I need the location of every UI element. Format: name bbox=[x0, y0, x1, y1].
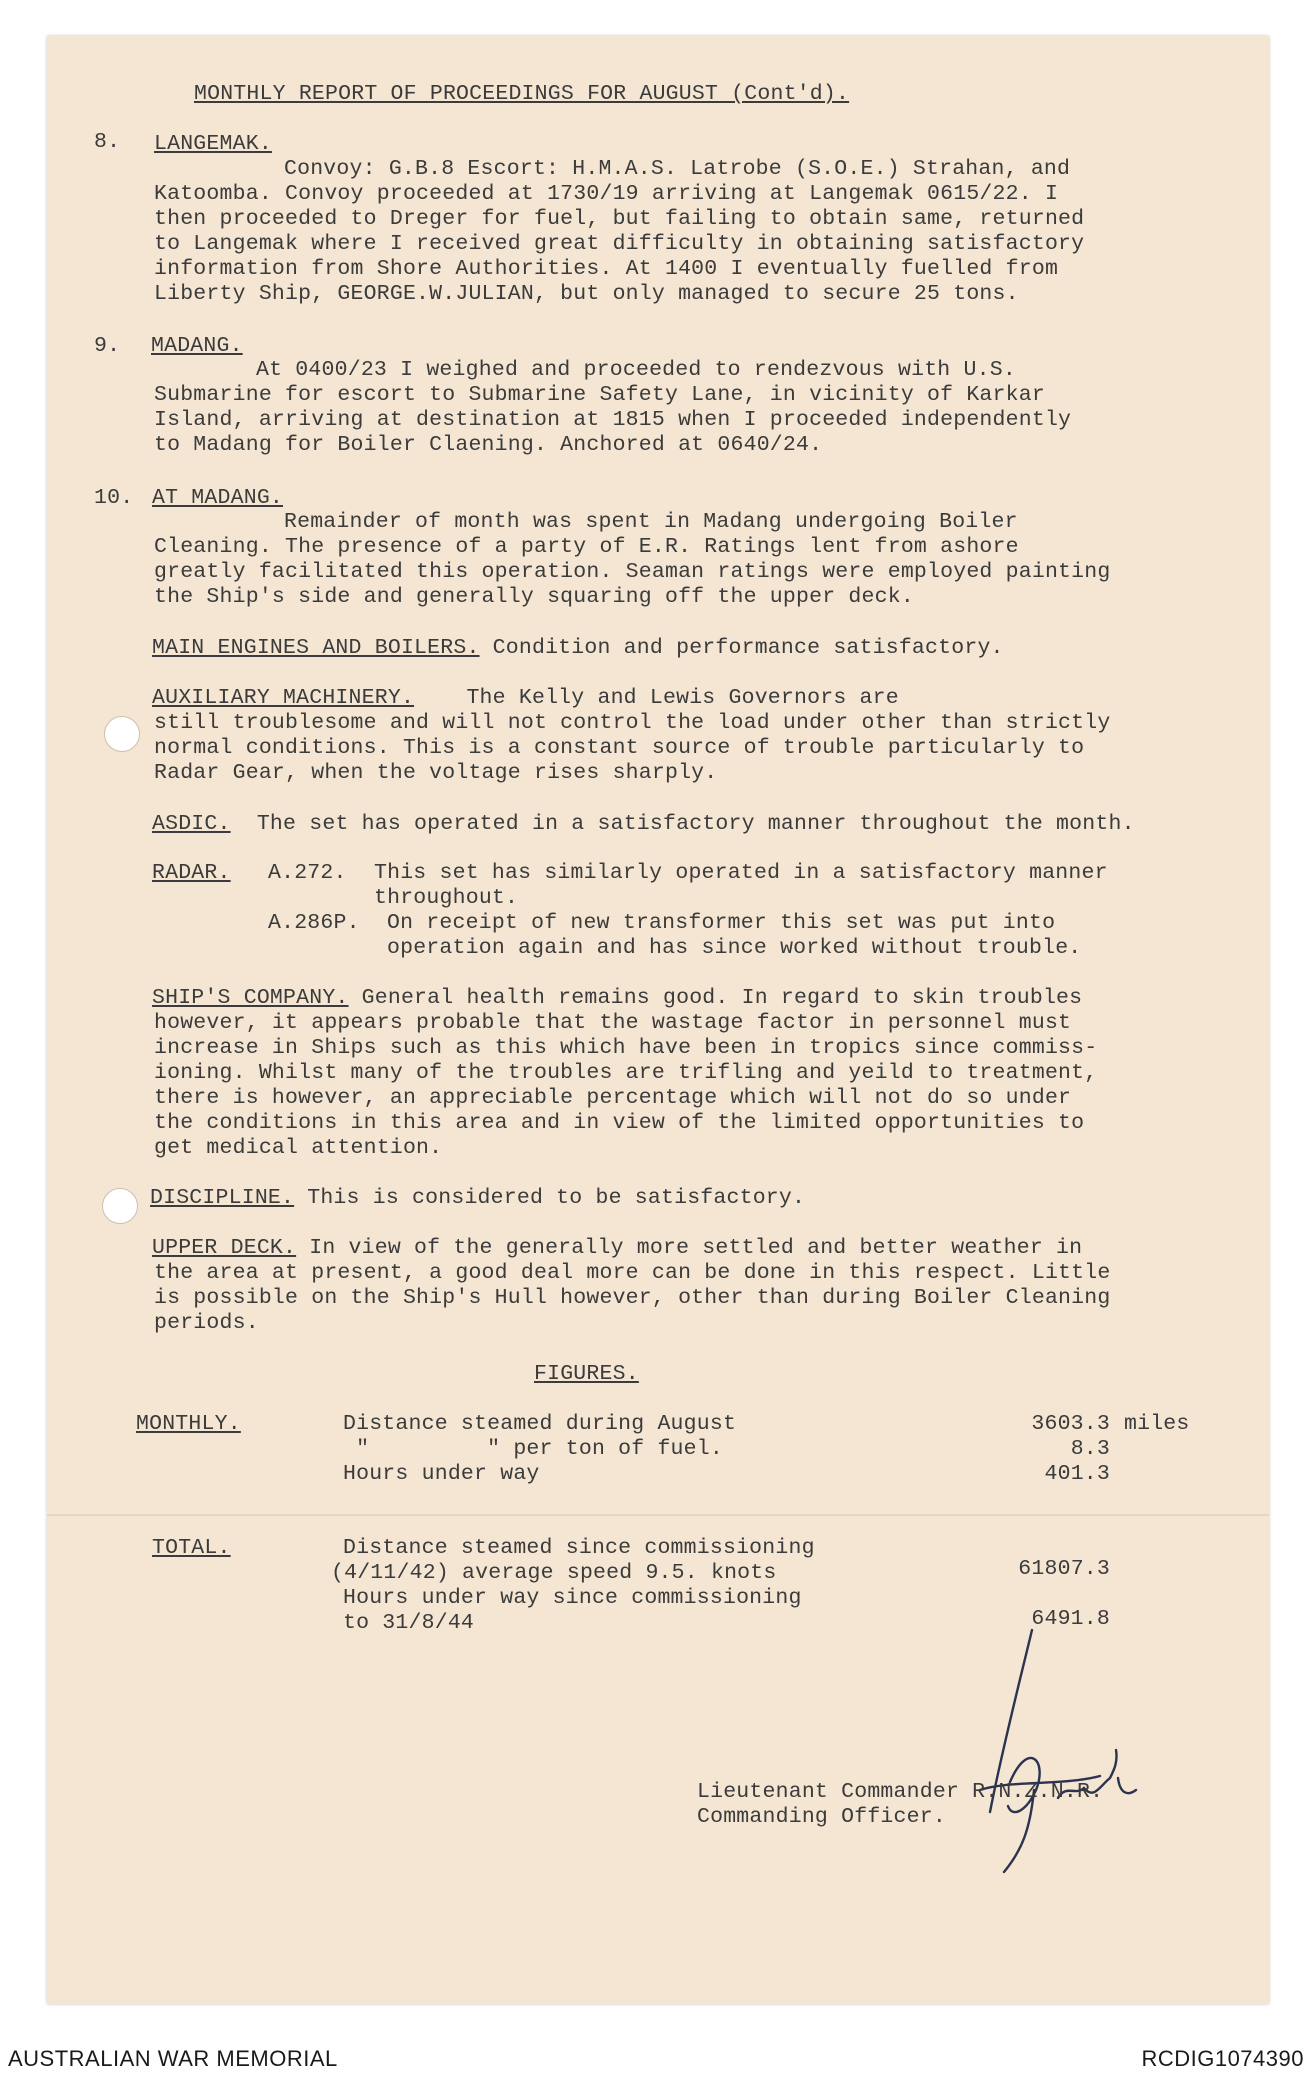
total-label: TOTAL. bbox=[152, 1536, 231, 1560]
section-text-line: information from Shore Authorities. At 1400 I eventually fuelled from bbox=[154, 257, 1059, 281]
figure-row-value: 8.3 bbox=[1070, 1437, 1110, 1461]
signature-rank: Lieutenant Commander R.N.Z.N.R. bbox=[697, 1780, 1104, 1804]
section-text-line: get medical attention. bbox=[154, 1136, 443, 1160]
handwritten-signature bbox=[950, 1600, 1150, 1880]
figure-row-desc: " " per ton of fuel. bbox=[343, 1437, 723, 1461]
section-number: 10. bbox=[94, 486, 134, 510]
section-text-line: Cleaning. The presence of a party of E.R. Ratings lent from ashore bbox=[154, 535, 1019, 559]
report-title: MONTHLY REPORT OF PROCEEDINGS FOR AUGUST (Cont'd). bbox=[194, 82, 850, 106]
asdic-heading: ASDIC. bbox=[152, 812, 231, 836]
section-text-line: On receipt of new transformer this set was put into bbox=[387, 911, 1056, 935]
figures-heading: FIGURES. bbox=[534, 1362, 639, 1386]
figure-row-desc: Hours under way bbox=[343, 1462, 540, 1486]
total-hours-value: 6491.8 bbox=[1031, 1607, 1110, 1631]
asdic-paragraph bbox=[152, 812, 1135, 837]
auxiliary-paragraph bbox=[152, 686, 899, 711]
main-engines-paragraph bbox=[152, 636, 1004, 661]
section-text-line: is possible on the Ship's Hull however, other than during Boiler Cleaning bbox=[154, 1286, 1111, 1310]
archive-footer-right: RCDIG1074390 bbox=[1141, 2046, 1304, 2071]
discipline-paragraph bbox=[150, 1186, 805, 1211]
section-text-line: to Madang for Boiler Claening. Anchored at 0640/24. bbox=[154, 433, 823, 457]
section-text-line: throughout. bbox=[374, 886, 519, 910]
main-engines-heading: MAIN ENGINES AND BOILERS. bbox=[152, 636, 480, 660]
ships-company-paragraph bbox=[152, 986, 1082, 1011]
punch-hole bbox=[102, 1188, 138, 1224]
section-text-line: increase in Ships such as this which have been in tropics since commiss- bbox=[154, 1036, 1098, 1060]
upper-deck-heading: UPPER DECK. bbox=[152, 1236, 297, 1260]
monthly-label: MONTHLY. bbox=[136, 1412, 241, 1436]
total-line: Distance steamed since commissioning bbox=[343, 1536, 815, 1560]
main-engines-text: Condition and performance satisfactory. bbox=[479, 636, 1004, 660]
section-text-line: normal conditions. This is a constant source of trouble particularly to bbox=[154, 736, 1085, 760]
total-distance-value: 61807.3 bbox=[1018, 1557, 1110, 1581]
section-text-line: Island, arriving at destination at 1815 when I proceeded independently bbox=[154, 408, 1072, 432]
figure-row-desc: Distance steamed during August bbox=[343, 1412, 737, 1436]
figure-row-value: 3603.3 bbox=[1031, 1412, 1110, 1436]
figure-row-value: 401.3 bbox=[1044, 1462, 1110, 1486]
section-text-line: operation again and has since worked without trouble. bbox=[387, 936, 1082, 960]
section-heading: AT MADANG. bbox=[152, 486, 284, 510]
section-text-line: the Ship's side and generally squaring off the upper deck. bbox=[154, 585, 914, 609]
section-text-line: Radar Gear, when the voltage rises sharply. bbox=[154, 761, 718, 785]
radar-a286-label: A.286P. bbox=[268, 911, 360, 935]
ships-company-heading: SHIP'S COMPANY. bbox=[152, 986, 349, 1010]
asdic-text: The set has operated in a satisfactory manner throughout the month. bbox=[230, 812, 1135, 836]
section-number: 8. bbox=[94, 130, 121, 154]
section-text-line: however, it appears probable that the wastage factor in personnel must bbox=[154, 1011, 1072, 1035]
upper-deck-text: In view of the generally more settled and better weather in bbox=[296, 1236, 1083, 1260]
section-text-line: there is however, an appreciable percentage which will not do so under bbox=[154, 1086, 1072, 1110]
section-text-line: Katoomba. Convoy proceeded at 1730/19 arriving at Langemak 0615/22. I bbox=[154, 182, 1059, 206]
signature-role: Commanding Officer. bbox=[697, 1805, 946, 1829]
section-text-line: periods. bbox=[154, 1311, 259, 1335]
section-heading: MADANG. bbox=[151, 334, 243, 358]
figure-row-unit: miles bbox=[1124, 1412, 1190, 1436]
upper-deck-paragraph bbox=[152, 1236, 1082, 1261]
section-text-line: Submarine for escort to Submarine Safety Lane, in vicinity of Karkar bbox=[154, 383, 1045, 407]
page-fold bbox=[47, 1514, 1269, 1516]
total-line: Hours under way since commissioning bbox=[343, 1586, 802, 1610]
section-heading: LANGEMAK. bbox=[154, 132, 272, 156]
section-text-line: Liberty Ship, GEORGE.W.JULIAN, but only managed to secure 25 tons. bbox=[154, 282, 1019, 306]
section-text-line: to Langemak where I received great difficulty in obtaining satisfactory bbox=[154, 232, 1085, 256]
section-text-line: greatly facilitated this operation. Seaman ratings were employed painting bbox=[154, 560, 1111, 584]
section-text-line: This set has similarly operated in a satisfactory manner bbox=[374, 861, 1108, 885]
discipline-text: This is considered to be satisfactory. bbox=[294, 1186, 806, 1210]
discipline-heading: DISCIPLINE. bbox=[150, 1186, 295, 1210]
ships-company-text: General health remains good. In regard to skin troubles bbox=[348, 986, 1083, 1010]
section-text-line: Convoy: G.B.8 Escort: H.M.A.S. Latrobe (S.O.E.) Strahan, and bbox=[284, 157, 1071, 181]
section-number: 9. bbox=[94, 334, 121, 358]
archive-footer-left: AUSTRALIAN WAR MEMORIAL bbox=[8, 2046, 338, 2071]
section-text-line: the area at present, a good deal more can be done in this respect. Little bbox=[154, 1261, 1111, 1285]
auxiliary-text: The Kelly and Lewis Governors are bbox=[414, 686, 899, 710]
total-line: to 31/8/44 bbox=[343, 1611, 475, 1635]
section-text-line: then proceeded to Dreger for fuel, but failing to obtain same, returned bbox=[154, 207, 1085, 231]
radar-heading: RADAR. bbox=[152, 861, 231, 885]
section-text-line: still troublesome and will not control the load under other than strictly bbox=[154, 711, 1111, 735]
section-text-line: ioning. Whilst many of the troubles are trifling and yeild to treatment, bbox=[154, 1061, 1098, 1085]
section-text-line: the conditions in this area and in view of the limited opportunities to bbox=[154, 1111, 1085, 1135]
section-text-line: Remainder of month was spent in Madang undergoing Boiler bbox=[284, 510, 1018, 534]
total-line: (4/11/42) average speed 9.5. knots bbox=[331, 1561, 777, 1585]
punch-hole bbox=[104, 716, 140, 752]
radar-a272-label: A.272. bbox=[268, 861, 347, 885]
section-text-line: At 0400/23 I weighed and proceeded to rendezvous with U.S. bbox=[256, 358, 1016, 382]
auxiliary-heading: AUXILIARY MACHINERY. bbox=[152, 686, 415, 710]
